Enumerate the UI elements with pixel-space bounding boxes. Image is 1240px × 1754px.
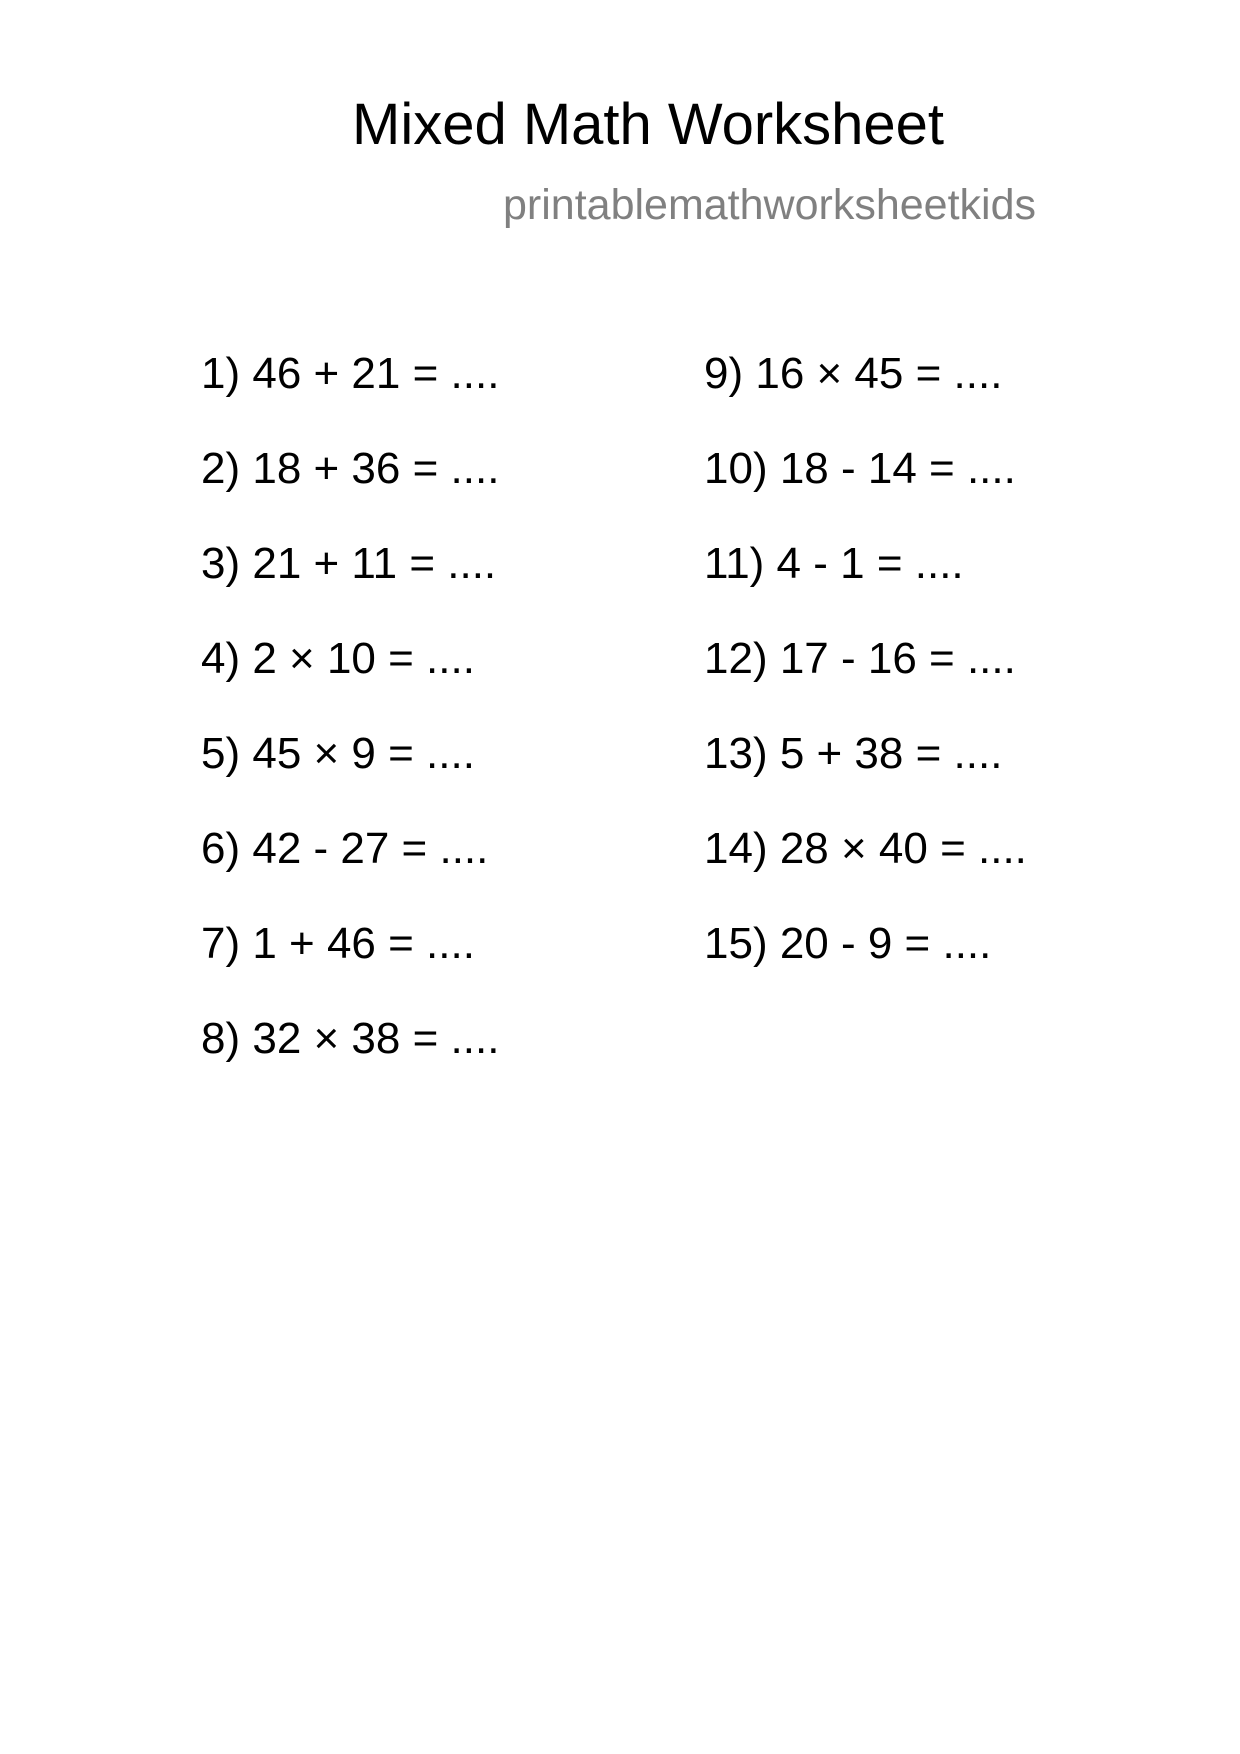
problem-column-right — [704, 349, 1027, 1017]
problem-7: 7) 1 + 46 = .... — [201, 919, 475, 968]
problem-15: 15) 20 - 9 = .... — [704, 919, 992, 968]
problem-11: 11) 4 - 1 = .... — [704, 539, 964, 588]
problem-1: 1) 46 + 21 = .... — [201, 349, 500, 398]
problem-8: 8) 32 × 38 = .... — [201, 1014, 500, 1063]
problem-3: 3) 21 + 11 = .... — [201, 539, 497, 588]
problem-14: 14) 28 × 40 = .... — [704, 824, 1027, 873]
page-subtitle: printablemathworksheetkids — [503, 181, 1036, 229]
problem-12: 12) 17 - 16 = .... — [704, 634, 1016, 683]
problem-column-left — [201, 349, 500, 1112]
problem-5: 5) 45 × 9 = .... — [201, 729, 475, 778]
problem-10: 10) 18 - 14 = .... — [704, 444, 1016, 493]
problem-9: 9) 16 × 45 = .... — [704, 349, 1003, 398]
page-title: Mixed Math Worksheet — [352, 92, 945, 157]
problem-4: 4) 2 × 10 = .... — [201, 634, 475, 683]
problem-2: 2) 18 + 36 = .... — [201, 444, 500, 493]
problem-6: 6) 42 - 27 = .... — [201, 824, 489, 873]
problem-13: 13) 5 + 38 = .... — [704, 729, 1003, 778]
